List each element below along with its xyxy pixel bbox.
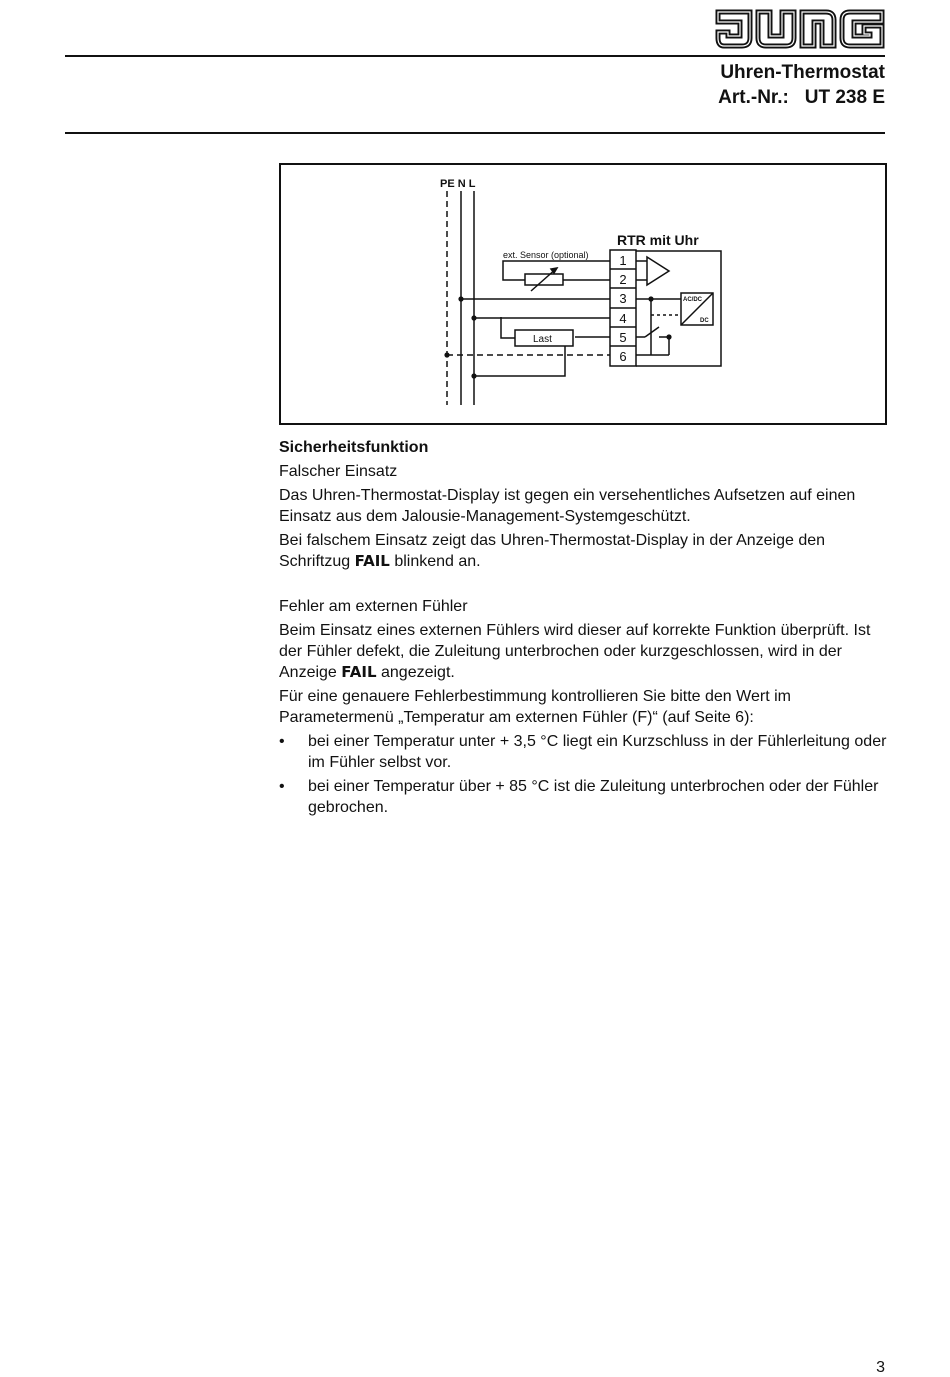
fail-text-after: blinkend an. (389, 553, 481, 570)
fail-text-before: Bei falschem Einsatz zeigt das Uhren-Thermostat-Display in der Anzeige den Schriftzug (279, 532, 826, 570)
junction-l (471, 315, 476, 320)
terminal-1: 1 (619, 253, 627, 268)
list-item (279, 731, 889, 773)
sensor-text-after: angezeigt. (376, 664, 455, 681)
jung-logo (714, 8, 886, 50)
subheading-external-sensor: Fehler am externen Fühler (279, 598, 468, 615)
terminal-3: 3 (619, 291, 627, 306)
converter-in-label: AC/DC (683, 297, 702, 303)
bullet-icon: • (279, 778, 285, 795)
relay-contact (645, 327, 659, 337)
terminal-5: 5 (619, 330, 627, 345)
paragraph-parameter-menu: Für eine genauere Fehlerbestimmung kontrollieren Sie bitte den Wert im Parametermenü „Temperatur am externen Fühler (F)“ (auf Seite 6): (279, 688, 791, 726)
header-rule-top (65, 55, 885, 57)
article-number-line (718, 85, 885, 110)
paragraph-fail-display (279, 530, 889, 572)
list-item-text: bei einer Temperatur unter + 3,5 °C liegt ein Kurzschluss in der Fühlerleitung oder im Fühler selbst vor. (308, 733, 887, 771)
sensor-fail-indicator: FAIL (341, 663, 377, 681)
fault-list (279, 731, 889, 818)
fail-indicator: FAIL (354, 552, 390, 570)
terminal-2: 2 (619, 272, 627, 287)
main-content (279, 437, 889, 821)
page-number: 3 (876, 1359, 885, 1376)
device-label: RTR mit Uhr (617, 232, 699, 248)
article-number: UT 238 E (804, 87, 885, 108)
converter-out-label: DC (700, 318, 709, 324)
article-label: Art.-Nr.: (718, 87, 789, 108)
bullet-icon: • (279, 733, 285, 750)
load-label: Last (533, 334, 552, 345)
junction-converter (648, 296, 653, 301)
amplifier-symbol (647, 257, 669, 285)
list-item-text: bei einer Temperatur über + 85 °C ist die Zuleitung unterbrochen oder der Fühler gebrochen. (308, 778, 879, 816)
paragraph-protection: Das Uhren-Thermostat-Display ist gegen ein versehentliches Aufsetzen auf einen Einsatz aus dem Jalousie-Management-Systemgeschützt. (279, 487, 856, 525)
header-rule-bottom (65, 132, 885, 134)
sensor-text-before: Beim Einsatz eines externen Fühlers wird dieser auf korrekte Funktion überprüft. Ist der Fühler defekt, die Zuleitung unterbrochen oder kurzgeschlossen, wird in der Anzeige (279, 622, 871, 681)
list-item (279, 776, 889, 818)
junction-pe (444, 352, 449, 357)
product-title: Uhren-Thermostat (720, 62, 885, 83)
subheading-wrong-insert: Falscher Einsatz (279, 463, 398, 480)
junction-load (471, 373, 476, 378)
paragraph-sensor-check (279, 620, 889, 683)
junction-n (458, 296, 463, 301)
wiring-diagram (279, 163, 887, 425)
terminal-6: 6 (619, 349, 627, 364)
terminal-4: 4 (619, 311, 627, 326)
bus-labels: PE N L (440, 178, 476, 190)
junction-relay (666, 334, 671, 339)
sensor-label: ext. Sensor (optional) (503, 250, 589, 260)
section-title: Sicherheitsfunktion (279, 439, 429, 456)
document-title (718, 60, 885, 110)
